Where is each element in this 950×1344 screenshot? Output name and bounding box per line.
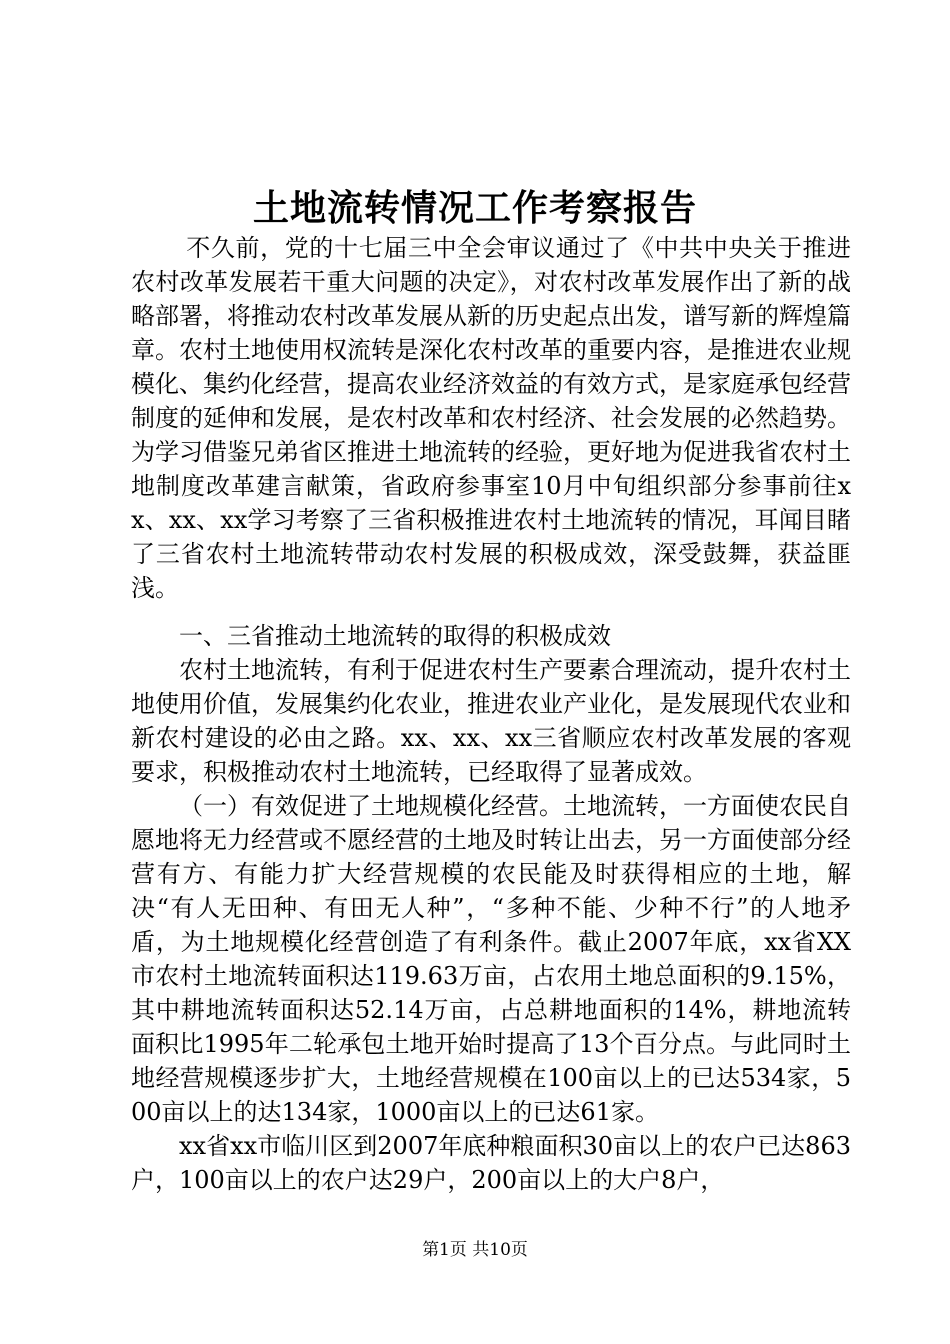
document-title: 土地流转情况工作考察报告 <box>252 187 697 229</box>
case-paragraph: xx省xx市临川区到2007年底种粮面积30亩以上的农户已达863户，100亩以上的农户达29户，200亩以上的大户8户， <box>131 1132 851 1194</box>
section-paragraph: 农村土地流转，有利于促进农村生产要素合理流动，提升农村土地使用价值，发展集约化农业，推进农业产业化，是发展现代农业和新农村建设的必由之路。xx、xx、xx三省顺应农村改革发展的客观要求，积极推动农村土地流转，已经取得了显著成效。 <box>131 656 851 786</box>
subsection-paragraph: （一）有效促进了土地规模化经营。土地流转，一方面使农民自愿地将无力经营或不愿经营的土地及时转让出去，另一方面使部分经营有方、有能力扩大经营规模的农民能及时获得相应的土地，解决“有人无田种、有田无人种”，“多种不能、少种不行”的人地矛盾，为土地规模化经营创造了有利条件。截止2007年底，xx省XX市农村土地流转面积达119.63万亩，占农用土地总面积的9.15%，其中耕地流转面积达52.14万亩，占总耕地面积的14%，耕地流转面积比1995年二轮承包土地开始时提高了13个百分点。与此同时土地经营规模逐步扩大，土地经营规模在100亩以上的已达534家，500亩以上的达134家，1000亩以上的已达61家。 <box>131 792 851 1126</box>
document-body <box>131 231 851 1197</box>
page-number-footer: 第1页 共10页 <box>422 1240 528 1260</box>
intro-paragraph: 不久前，党的十七届三中全会审议通过了《中共中央关于推进农村改革发展若干重大问题的决定》，对农村改革发展作出了新的战略部署，将推动农村改革发展从新的历史起点出发，谱写新的辉煌篇章。农村土地使用权流转是深化农村改革的重要内容，是推进农业规模化、集约化经营，提高农业经济效益的有效方式，是家庭承包经营制度的延伸和发展，是农村改革和农村经济、社会发展的必然趋势。为学习借鉴兄弟省区推进土地流转的经验，更好地为促进我省农村土地制度改革建言献策，省政府参事室10月中旬组织部分参事前往xx、xx、xx学习考察了三省积极推进农村土地流转的情况，耳闻目睹了三省农村土地流转带动农村发展的积极成效，深受鼓舞，获益匪浅。 <box>131 234 851 602</box>
section-heading: 一、三省推动土地流转的取得的积极成效 <box>179 622 611 650</box>
